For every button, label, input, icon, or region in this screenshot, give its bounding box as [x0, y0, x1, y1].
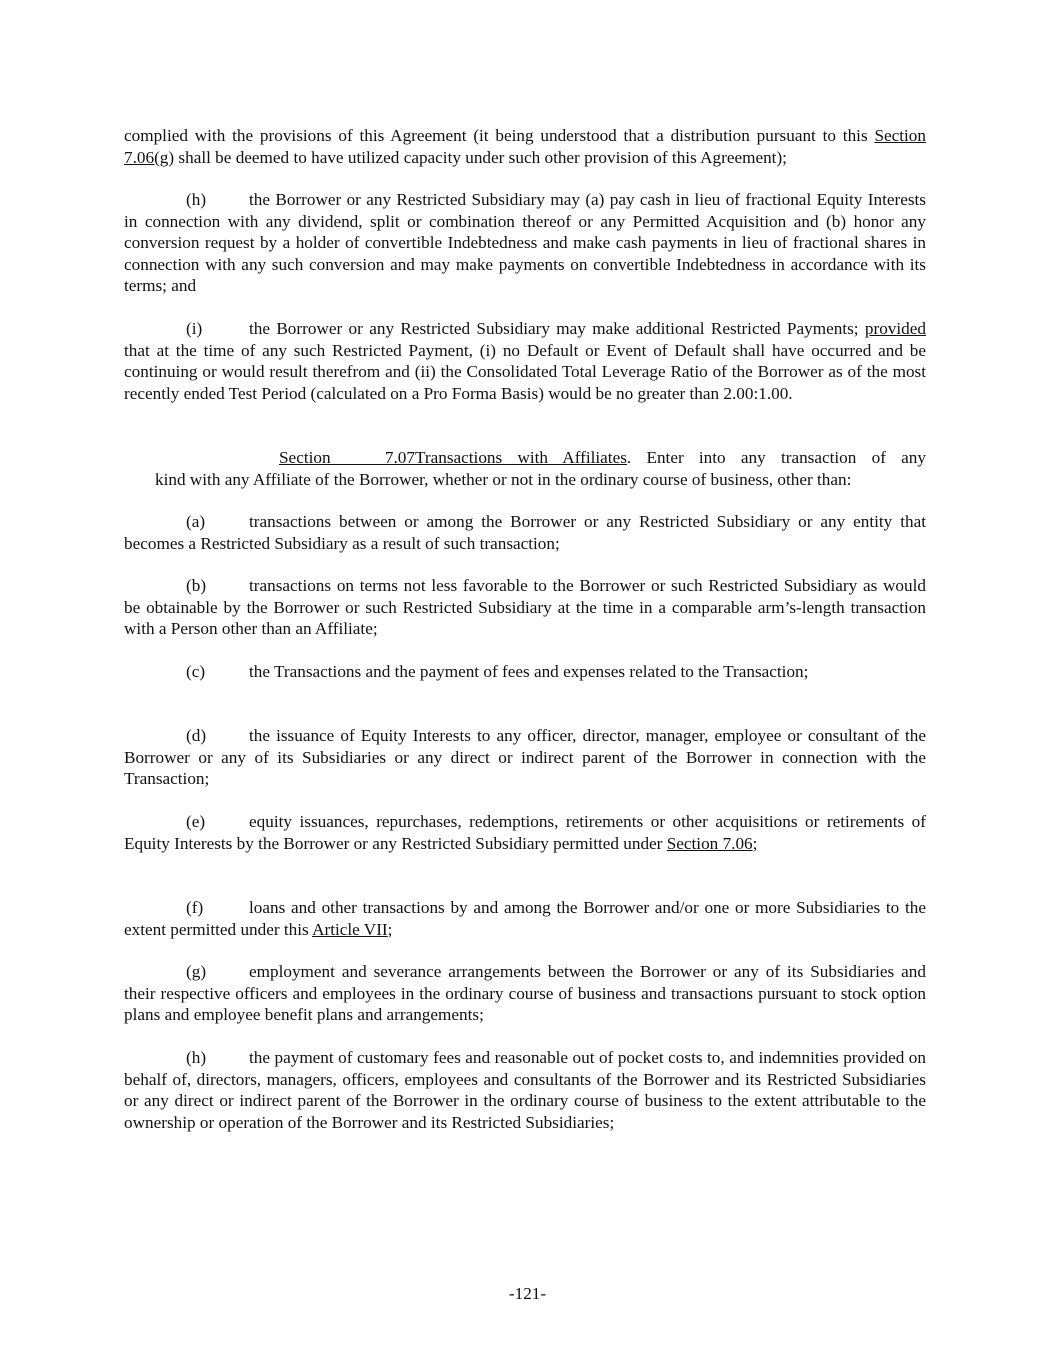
clause-text-tail: that at the time of any such Restricted Payment, (i) no Default or Event of Default shall have occurred and be continuing or would result therefrom and (ii) the Consolidated Total Leverage Ratio of the Borrower as of the most recently ended Test Period (calculated on a Pro Forma Basis) would be no greater than 2.00:1.00. [124, 340, 926, 403]
section-reference: Section 7.06 [666, 833, 753, 853]
clause-i-7-06 [124, 318, 926, 404]
clause-label: (b) [186, 576, 207, 595]
section-reference: Section 7.06(g) [124, 126, 926, 167]
clause-label: (g) [186, 962, 207, 981]
clause-text: transactions between or among the Borrower or any Restricted Subsidiary or any entity that becomes a Restricted Subsidiary as a result of such transaction; [124, 512, 926, 553]
clause-text: the issuance of Equity Interests to any officer, director, manager, employee or consultant of the Borrower or any of its Subsidiaries or any direct or indirect parent of the Borrower in connection with the Transaction; [124, 726, 926, 789]
clause-text: the payment of customary fees and reasonable out of pocket costs to, and indemnities provided on behalf of, directors, managers, officers, employees and consultants of the Borrower and its Restricted Subsidiaries or any direct or indirect parent of the Borrower in the ordinary course of business to the extent attributable to the ownership or operation of the Borrower and its Restricted Subsidiaries; [124, 1048, 926, 1132]
paragraph-intro [124, 125, 926, 168]
clause-label: (i) [186, 319, 203, 338]
clause-label: (a) [186, 512, 206, 531]
clause-e-7-07 [124, 811, 926, 854]
clause-text-tail: ; [387, 919, 393, 939]
clause-c-7-07 [124, 661, 926, 683]
clause-b-7-07 [124, 575, 926, 640]
clause-text: transactions on terms not less favorable to the Borrower or such Restricted Subsidiary as would be obtainable by the Borrower or such Restricted Subsidiary at the time in a comparable arm’s-length transaction with a Person other than an Affiliate; [124, 576, 926, 639]
clause-text: equity issuances, repurchases, redemptions, retirements or other acquisitions or retirements of Equity Interests by the Borrower or any Restricted Subsidiary permitted under [124, 812, 926, 853]
clause-label: (f) [186, 898, 204, 917]
clause-h-7-06 [124, 189, 926, 297]
clause-text: loans and other transactions by and among the Borrower and/or one or more Subsidiaries to the extent permitted under this [124, 898, 926, 939]
section-title: Transactions with Affiliates [415, 448, 627, 467]
clause-text: the Borrower or any Restricted Subsidiary may (a) pay cash in lieu of fractional Equity Interests in connection with any dividend, split or combination thereof or any Permitted Acquisition and (b) honor any conversion request by a holder of convertible Indebtedness and make cash payments in lieu of fractional shares in connection with any such conversion and may make payments on convertible Indebtedness in accordance with its terms; and [124, 190, 926, 296]
clause-f-7-07 [124, 897, 926, 940]
section-heading-line-1 [124, 447, 926, 469]
intro-text-tail: shall be deemed to have utilized capacity under such other provision of this Agreement); [174, 147, 787, 167]
section-heading-line-2: kind with any Affiliate of the Borrower, whether or not in the ordinary course of business, other than: [155, 469, 852, 489]
clause-text: the Borrower or any Restricted Subsidiary may make additional Restricted Payments; [249, 319, 865, 338]
intro-text: complied with the provisions of this Agreement (it being understood that a distribution pursuant to this [124, 126, 875, 145]
clause-label: (e) [186, 812, 206, 831]
proviso-term: provided [864, 319, 926, 338]
section-text: . Enter into any transaction of any [626, 448, 926, 467]
section-number: Section 7.07 [279, 448, 415, 467]
clause-g-7-07 [124, 961, 926, 1026]
clause-label: (h) [186, 1048, 207, 1067]
clause-text: the Transactions and the payment of fees and expenses related to the Transaction; [249, 662, 809, 681]
clause-label: (d) [186, 726, 207, 745]
clause-d-7-07 [124, 725, 926, 790]
clause-text: employment and severance arrangements between the Borrower or any of its Subsidiaries and their respective officers and employees in the ordinary course of business and transactions pursuant to stock option plans and employee benefit plans and arrangements; [124, 962, 926, 1025]
article-reference: Article VII [312, 919, 388, 939]
clause-label: (h) [186, 190, 207, 209]
clause-h-7-07 [124, 1047, 926, 1133]
clause-text-tail: ; [752, 833, 758, 853]
clause-label: (c) [186, 662, 206, 681]
clause-a-7-07 [124, 511, 926, 554]
section-7-07-heading [124, 447, 926, 490]
page-number: -121- [508, 1284, 547, 1303]
